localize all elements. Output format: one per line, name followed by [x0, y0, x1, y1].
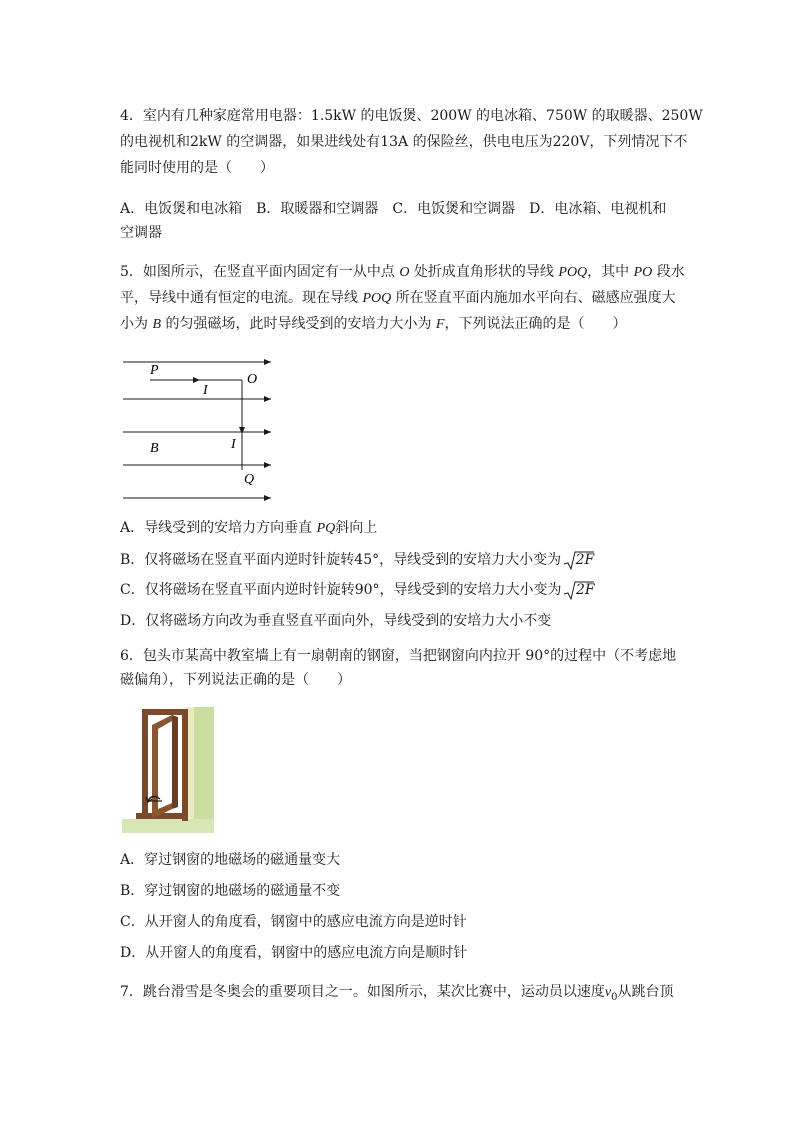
q4-options-line-2: 空调器 — [120, 225, 162, 241]
q6-option-b: B．穿过钢窗的地磁场的磁通量不变 — [120, 883, 341, 899]
floor-strip — [122, 819, 214, 833]
window-frame-top — [142, 709, 186, 715]
label-q: Q — [244, 472, 255, 487]
q5-option-a: A．导线受到的安培力方向垂直 PQ斜向上 — [120, 520, 378, 536]
label-b: B — [150, 441, 159, 456]
q4-line-2: 的电视机和2kW 的空调器，如果进线处有13A 的保险丝，供电电压为220V，下列情况下不 — [120, 134, 688, 150]
window-frame-left — [142, 709, 148, 819]
magnetic-field-figure — [118, 352, 278, 502]
sqrt-2f-c: 2F — [576, 580, 595, 600]
label-p: P — [150, 363, 159, 378]
q6-line-1: 6．包头市某高中教室墙上有一扇朝南的钢窗，当把钢窗向内拉开 90°的过程中（不考虑地 — [120, 648, 677, 664]
q4-line-1: 4．室内有几种家庭常用电器：1.5kW 的电饭煲、200W 的电冰箱、750W 的取暖器、250W — [120, 108, 703, 124]
steel-window-illustration — [122, 707, 214, 833]
q7-line-1: 7．跳台滑雪是冬奥会的重要项目之一。如图所示，某次比赛中，运动员以速度$v_0$从跳台顶 — [120, 984, 674, 1003]
wall-outer — [192, 707, 214, 833]
q5-option-d: D．仅将磁场方向改为垂直竖直平面向外，导线受到的安培力大小不变 — [120, 613, 552, 629]
q5-line-1: 5．如图所示，在竖直平面内固定有一从中点 O 处折成直角形状的导线 POQ，其中 PO 段水 — [120, 264, 685, 280]
q6-line-2: 磁偏角），下列说法正确的是（ ） — [120, 672, 351, 688]
label-i-right: I — [231, 437, 236, 452]
q5-line-3: 小为 B 的匀强磁场，此时导线受到的安培力大小为 F，下列说法正确的是（ ） — [120, 316, 627, 332]
q5-option-b: B．仅将磁场在竖直平面内逆时针旋转45°，导线受到的安培力大小变为 2F — [120, 552, 595, 568]
open-sash-edge — [172, 715, 178, 809]
label-o: O — [247, 372, 258, 387]
q6-option-a: A．穿过钢窗的地磁场的磁通量变大 — [120, 852, 341, 868]
q5-line-2: 平，导线中通有恒定的电流。现在导线 POQ 所在竖直平面内施加水平向右、磁感应强度大 — [120, 290, 676, 306]
q4-line-3: 能同时使用的是（ ） — [120, 160, 274, 176]
window-frame-right — [182, 709, 188, 821]
q6-option-c: C．从开窗人的角度看，钢窗中的感应电流方向是逆时针 — [120, 914, 467, 930]
q6-option-d: D．从开窗人的角度看，钢窗中的感应电流方向是顺时针 — [120, 945, 468, 961]
q5-option-c: C．仅将磁场在竖直平面内逆时针旋转90°，导线受到的安培力大小变为 2F — [120, 582, 595, 598]
open-sash — [152, 715, 172, 819]
sqrt-2f-b: 2F — [576, 550, 595, 570]
label-i-top: I — [203, 383, 208, 398]
q4-options-line-1: A．电饭煲和电冰箱 B．取暖器和空调器 C．电饭煲和空调器 D．电冰箱、电视机和 — [120, 201, 667, 217]
